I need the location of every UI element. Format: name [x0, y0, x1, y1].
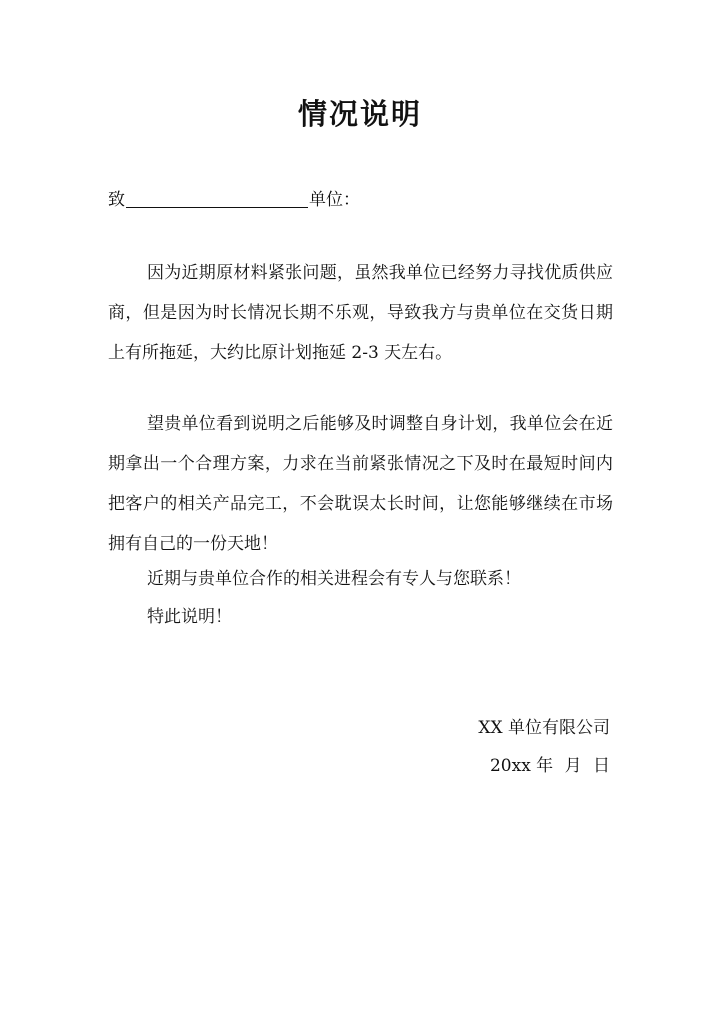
signature-date: [490, 752, 610, 780]
salutation-prefix: 致: [108, 190, 125, 210]
signature-day: 日: [593, 756, 610, 776]
body-paragraph-1: 因为近期原材料紧张问题，虽然我单位已经努力寻找优质供应商，但是因为时长情况长期不乐观，导致我方与贵单位在交货日期上有所拖延，大约比原计划拖延 2-3 天左右。: [108, 263, 613, 363]
document-title: 情况说明: [297, 97, 422, 131]
recipient-blank-line: [126, 187, 308, 208]
signature-year: 20xx 年: [489, 756, 554, 776]
salutation-suffix: 单位：: [309, 190, 360, 210]
salutation-line: [108, 186, 360, 214]
body-paragraph-2: 望贵单位看到说明之后能够及时调整自身计划，我单位会在近期拿出一个合理方案，力求在当前紧张情况之下及时在最短时间内把客户的相关产品完工，不会耽误太长时间，让您能够继续在市场拥有自己的一份天地！: [108, 414, 613, 554]
signature-month: 月: [564, 756, 582, 776]
closing-statement: 特此说明！: [147, 607, 232, 627]
body-paragraph-3: 近期与贵单位合作的相关进程会有专人与您联系！: [147, 569, 521, 589]
signature-company: XX 单位有限公司: [478, 718, 610, 738]
